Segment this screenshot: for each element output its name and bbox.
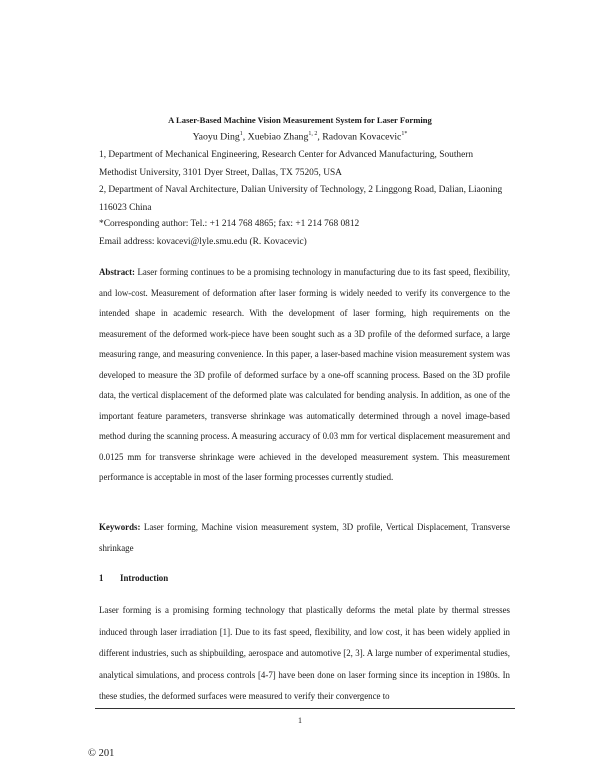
author-name: Yaoyu Ding bbox=[192, 131, 240, 143]
introduction-paragraph: Laser forming is a promising forming technology that plastically deforms the metal plate by thermal stresses induced through laser irradiation [1]. Due to its fast speed, flexibility, and low cost, it has been widely applied in different industries, such as shipbuilding, aerospace and automotive [2, 3]. A large number of experimental studies, analytical simulations, and process controls [4-7] have been done on laser forming since its inception in 1980s. In these studies, the deformed surfaces were measured to verify their convergence to bbox=[99, 605, 510, 701]
section-title: Introduction bbox=[120, 573, 169, 583]
keywords bbox=[99, 517, 510, 559]
keywords-label: Keywords: bbox=[99, 522, 141, 532]
footer-divider bbox=[95, 708, 515, 709]
corresponding-author: *Corresponding author: Tel.: +1 214 768 4865; fax: +1 214 768 0812 bbox=[99, 219, 360, 229]
section-heading bbox=[99, 573, 168, 583]
author-affiliation-mark: 1* bbox=[401, 131, 408, 137]
abstract bbox=[99, 262, 510, 488]
abstract-text: Laser forming continues to be a promising technology in manufacturing due to its fast speed, flexibility, and low-cost. Measurement of deformation after laser forming is widely needed to verify its convergence to the intended shape in academic research. With the development of laser forming, high requirements on the measurement of the deformed work-piece have been sought such as a 3D profile of the deformed surface, a large measuring range, and measuring convenience. In this paper, a laser-based machine vision measurement system was developed to measure the 3D profile of deformed surface by a one-off scanning process. Based on the 3D profile data, the vertical displacement of the deformed plate was calculated for bending analysis. In addition, as one of the important feature parameters, transverse shrinkage was automatically determined through a novel image-based method during the scanning process. A measuring accuracy of 0.03 mm for vertical displacement measurement and 0.0125 mm for transverse shrinkage were achieved in the developed measurement system. This measurement performance is acceptable in most of the laser forming processes currently studied. bbox=[99, 267, 510, 482]
affiliation-2: 2, Department of Naval Architecture, Dalian University of Technology, 2 Linggong Road, Dalian, Liaoning 116023 China bbox=[99, 185, 503, 213]
page-number: 1 bbox=[298, 716, 302, 725]
author-line: Yaoyu Ding$^1$, Xuebiao Zhang$^{1, 2}$, Radovan Kovacevic$^{1*}$ bbox=[192, 131, 408, 143]
author-name: Radovan Kovacevic bbox=[322, 131, 402, 143]
author-affiliation-mark: 1, 2 bbox=[308, 131, 318, 137]
author-name: Xuebiao Zhang bbox=[247, 131, 309, 143]
abstract-label: Abstract: bbox=[99, 267, 135, 277]
section-number: 1 bbox=[99, 573, 104, 583]
keywords-text: Laser forming, Machine vision measurement system, 3D profile, Vertical Displacement, Transverse shrinkage bbox=[99, 522, 510, 553]
affiliation-1: 1, Department of Mechanical Engineering, Research Center for Advanced Manufacturing, Southern Methodist University, 3101 Dyer Street, Dallas, TX 75205, USA bbox=[99, 150, 474, 178]
author-affiliation-mark: 1 bbox=[239, 131, 243, 137]
email-address: Email address: kovacevi@lyle.smu.edu (R. Kovacevic) bbox=[99, 237, 307, 247]
copyright-notice: © 201 bbox=[88, 748, 115, 759]
paper-title: A Laser-Based Machine Vision Measurement System for Laser Forming bbox=[168, 115, 432, 125]
